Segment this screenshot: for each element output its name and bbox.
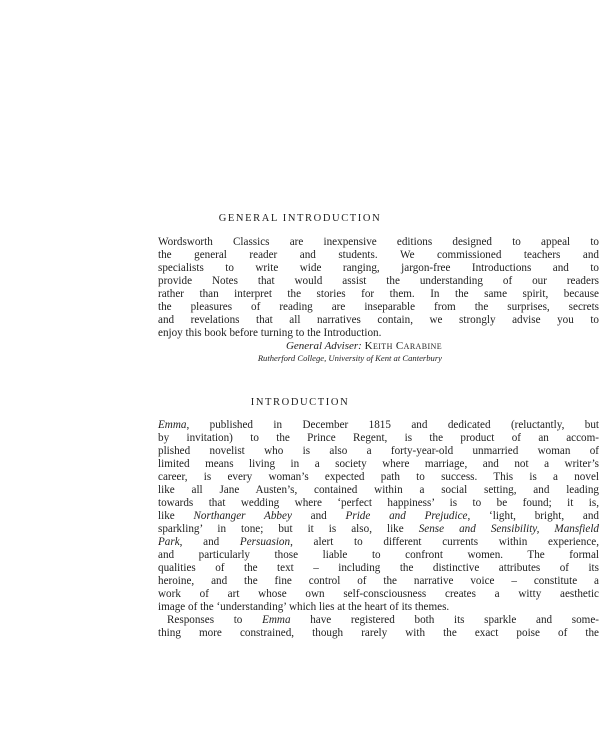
intro-line: qualities of the text – including the distinctive attributes of its — [158, 562, 599, 574]
intro-line: like all Jane Austen’s, contained within a social setting, and leading — [158, 484, 599, 496]
intro-line: Responses to Emma have registered both its sparkle and some- — [167, 614, 600, 626]
gi-line: the pleasures of reading are inseparable from the surprises, secrets — [158, 301, 599, 313]
gi-line: the general reader and students. We commissioned teachers and — [158, 249, 599, 261]
intro-line: by invitation) to the Prince Regent, is the product of an accom- — [158, 432, 599, 444]
intro-line: Park, and Persuasion, alert to different currents within experience, — [158, 536, 599, 548]
italic-title: Northanger Abbey — [193, 510, 292, 522]
intro-line: work of art whose own self-consciousness creates a witty aesthetic — [158, 588, 599, 600]
general-introduction-heading: GENERAL INTRODUCTION — [218, 213, 382, 224]
intro-line: sparkling’ in tone; but it is also, like Sense and Sensibility, Mansfield — [158, 523, 599, 535]
gi-line: provide Notes that would assist the understanding of our readers — [158, 275, 599, 287]
gi-line: Wordsworth Classics are inexpensive editions designed to appeal to — [158, 236, 599, 248]
italic-title: Pride and Prejudice — [345, 510, 468, 522]
introduction-text — [158, 419, 599, 640]
adviser-name: Keith Carabine — [364, 340, 442, 352]
intro-line: thing more constrained, though rarely with the exact poise of the — [158, 627, 599, 639]
intro-line: career, is every woman’s expected path to success. This is a novel — [158, 471, 599, 483]
intro-line: plished novelist who is also a forty-year-old unmarried woman of — [158, 445, 599, 457]
italic-title: Emma — [262, 614, 291, 626]
intro-line: heroine, and the fine control of the narrative voice – constitute a — [158, 575, 599, 587]
intro-line: like Northanger Abbey and Pride and Prejudice, ‘light, bright, and — [158, 510, 599, 522]
general-adviser-signature — [286, 340, 442, 352]
italic-title: Sense and Sensibility, Mansfield — [418, 523, 599, 535]
gi-line: enjoy this book before turning to the Introduction. — [158, 327, 382, 339]
introduction-heading: INTRODUCTION — [250, 397, 350, 408]
intro-line: towards that wedding where ‘perfect happiness’ is to be found; it is, — [158, 497, 599, 509]
gi-line: specialists to write wide ranging, jargon-free Introductions and to — [158, 262, 599, 274]
intro-line: image of the ‘understanding’ which lies at the heart of its themes. — [158, 601, 450, 613]
intro-line: Emma, published in December 1815 and dedicated (reluctantly, but — [158, 419, 599, 431]
intro-line: limited means living in a society where marriage, and not a writer’s — [158, 458, 599, 470]
italic-title: Persuasion — [239, 536, 291, 548]
gi-line: rather than interpret the stories for them. In the same spirit, because — [158, 288, 599, 300]
gi-line: and revelations that all narratives contain, we strongly advise you to — [158, 314, 599, 326]
adviser-label: General Adviser: — [285, 340, 362, 352]
italic-title: Emma — [158, 419, 187, 431]
italic-title: Park — [158, 536, 180, 548]
adviser-affiliation: Rutherford College, University of Kent at Canterbury — [257, 353, 442, 363]
intro-line: and particularly those liable to confront women. The formal — [158, 549, 599, 561]
general-introduction-paragraph — [158, 236, 599, 340]
